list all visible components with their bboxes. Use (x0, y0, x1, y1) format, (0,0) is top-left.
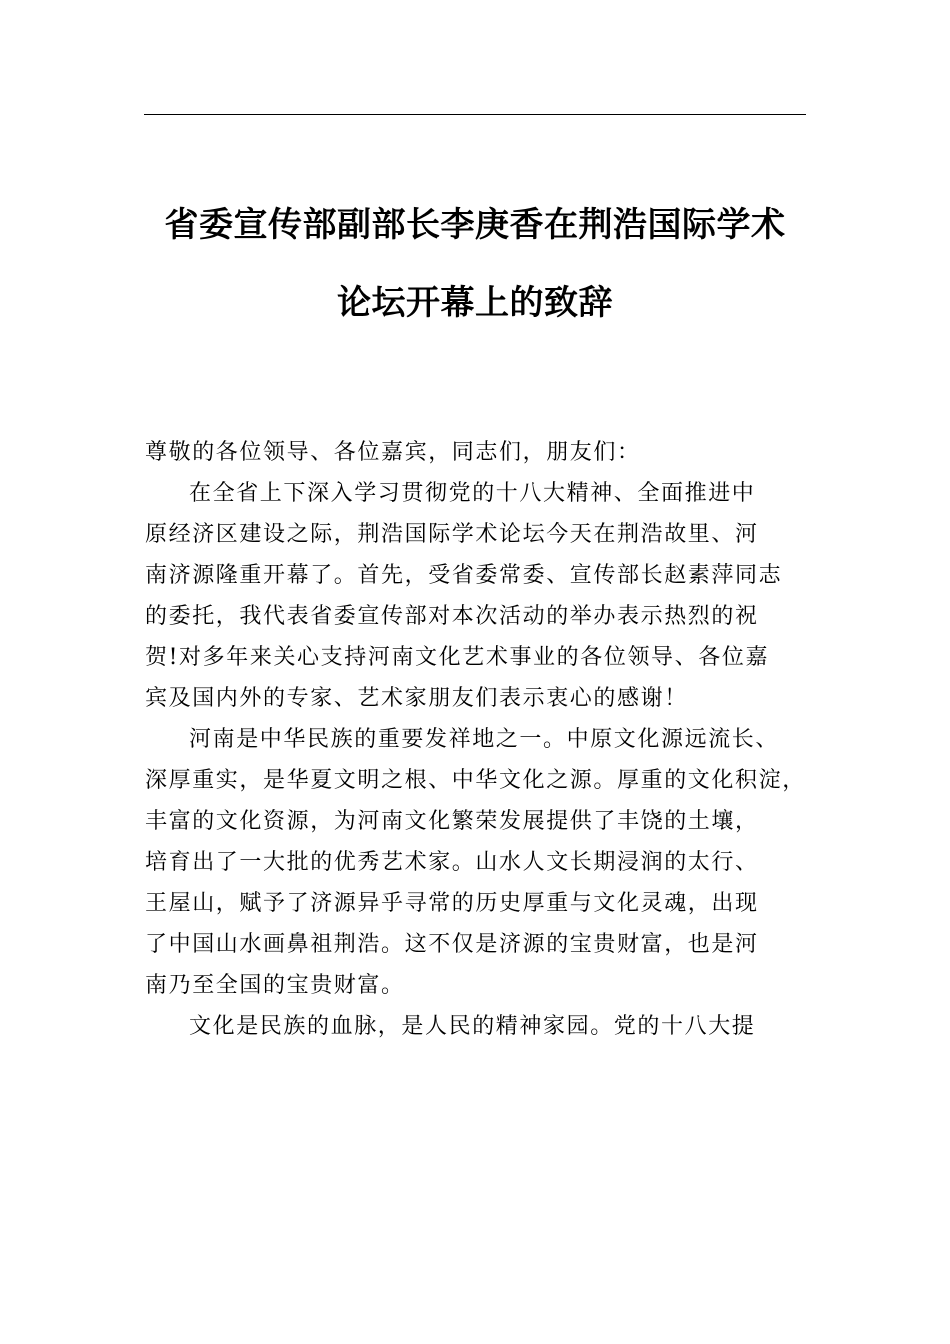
paragraph-line: 培育出了一大批的优秀艺术家。山水人文长期浸润的太行、 (145, 850, 759, 875)
paragraph-line: 南乃至全国的宝贵财富。 (145, 973, 405, 998)
paragraph-line: 文化是民族的血脉，是人民的精神家园。党的十八大提 (189, 1014, 756, 1039)
paragraph-line: 南济源隆重开幕了。首先，受省委常委、宣传部长赵素萍同志 (145, 563, 783, 588)
paragraph-line: 宾及国内外的专家、艺术家朋友们表示衷心的感谢！ (145, 686, 688, 711)
paragraph-line: 在全省上下深入学习贯彻党的十八大精神、全面推进中 (189, 481, 756, 506)
paragraph-line: 王屋山，赋予了济源异乎寻常的历史厚重与文化灵魂，出现 (145, 891, 759, 916)
paragraph-line: 原经济区建设之际，荆浩国际学术论坛今天在荆浩故里、河 (145, 522, 759, 547)
paragraph-line: 丰富的文化资源，为河南文化繁荣发展提供了丰饶的土壤， (145, 809, 759, 834)
document-title-line-1: 省委宣传部副部长李庚香在荆浩国际学术 (164, 205, 786, 245)
document-title-line-2: 论坛开幕上的致辞 (337, 283, 613, 323)
paragraph-line: 深厚重实，是华夏文明之根、中华文化之源。厚重的文化积淀， (145, 768, 806, 793)
paragraph-line: 的委托，我代表省委宣传部对本次活动的举办表示热烈的祝 (145, 604, 759, 629)
document-body (145, 432, 807, 1047)
paragraph-line: 了中国山水画鼻祖荆浩。这不仅是济源的宝贵财富，也是河 (145, 932, 759, 957)
paragraph-line: 河南是中华民族的重要发祥地之一。中原文化源远流长、 (189, 727, 780, 752)
paragraph-line: 贺!对多年来关心支持河南文化艺术事业的各位领导、各位嘉 (145, 645, 770, 670)
salutation: 尊敬的各位领导、各位嘉宾，同志们，朋友们： (145, 440, 641, 465)
header-rule (144, 114, 806, 115)
